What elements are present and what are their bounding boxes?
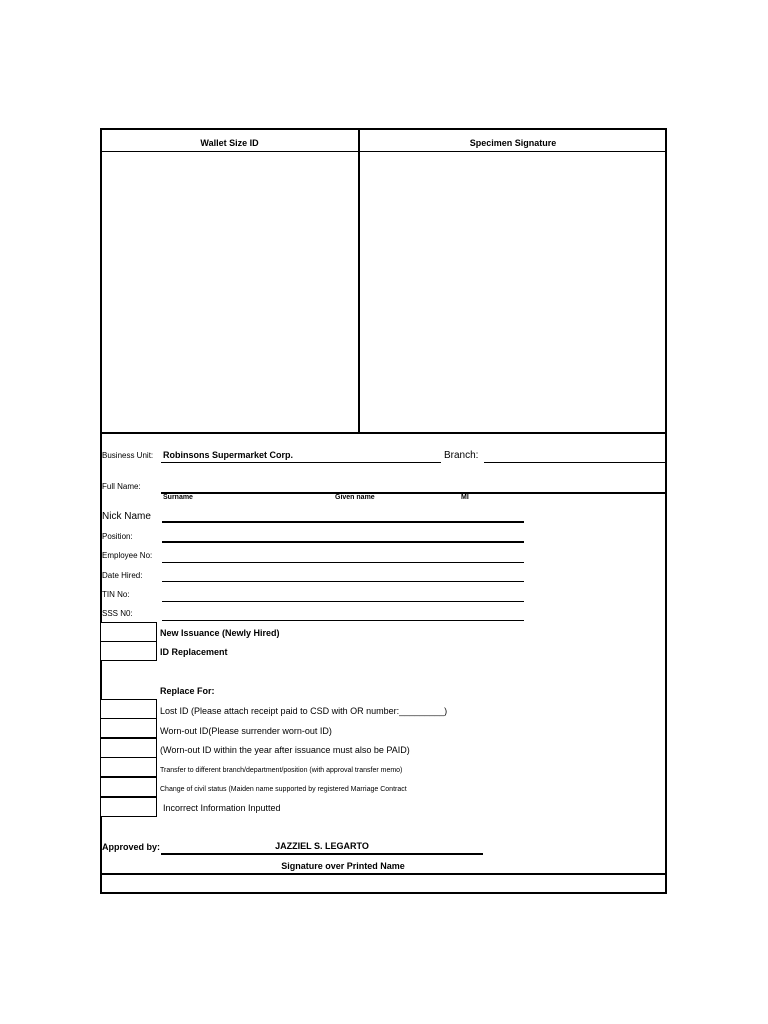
worn-out-checkbox[interactable]: [100, 718, 157, 738]
nick-name-label: Nick Name: [102, 511, 151, 522]
id-replacement-checkbox[interactable]: [100, 641, 157, 661]
business-unit-label: Business Unit:: [102, 451, 154, 460]
given-name-caption: Given name: [335, 494, 375, 501]
approved-by-label: Approved by:: [102, 842, 161, 852]
mi-caption: MI: [461, 494, 469, 501]
transfer-label: Transfer to different branch/department/position (with approval transfer memo): [160, 767, 403, 774]
id-replacement-label: ID Replacement: [160, 647, 228, 657]
tin-no-field[interactable]: [162, 587, 524, 601]
nick-name-field[interactable]: [162, 508, 524, 522]
sss-no-field[interactable]: [162, 606, 524, 620]
worn-out-label: Worn-out ID(Please surrender worn-out ID): [160, 726, 332, 736]
new-issuance-label: New Issuance (Newly Hired): [160, 628, 280, 638]
transfer-checkbox[interactable]: [100, 757, 157, 777]
employee-no-line: [162, 562, 524, 563]
worn-out-year-label: (Worn-out ID within the year after issuance must also be PAID): [160, 745, 410, 755]
date-hired-line: [162, 581, 524, 582]
civil-status-label: Change of civil status (Maiden name supported by registered Marriage Contract: [160, 786, 407, 793]
header-divider-vertical: [358, 129, 360, 433]
photo-section-bottom-line: [101, 432, 666, 434]
signature-caption: Signature over Printed Name: [281, 861, 405, 871]
approver-signature-line: [161, 853, 483, 855]
branch-label: Branch:: [444, 450, 479, 461]
position-line: [162, 541, 524, 543]
business-unit-value: Robinsons Supermarket Corp.: [163, 450, 294, 460]
date-hired-field[interactable]: [162, 567, 524, 581]
replace-for-heading: Replace For:: [160, 686, 215, 696]
lost-id-checkbox[interactable]: [100, 699, 157, 719]
business-unit-line: [161, 462, 441, 463]
full-name-label: Full Name:: [102, 482, 141, 491]
footer-blank-row[interactable]: [102, 876, 665, 892]
new-issuance-checkbox[interactable]: [100, 622, 157, 642]
approver-name: JAZZIEL S. LEGARTO: [275, 841, 369, 851]
specimen-signature-area[interactable]: [361, 153, 665, 432]
sss-no-line: [162, 620, 524, 621]
header-row-bottom-line: [101, 151, 666, 152]
tin-no-label: TIN No:: [102, 590, 130, 599]
full-name-field[interactable]: [161, 476, 665, 492]
full-name-line: [161, 492, 666, 494]
branch-field[interactable]: [484, 448, 665, 462]
position-field[interactable]: [162, 528, 524, 542]
surname-caption: Surname: [163, 494, 193, 501]
worn-out-year-checkbox[interactable]: [100, 738, 157, 758]
branch-line: [484, 462, 665, 463]
wallet-id-heading: Wallet Size ID: [200, 138, 259, 148]
employee-no-field[interactable]: [162, 548, 524, 562]
employee-no-label: Employee No:: [102, 551, 153, 560]
nick-name-line: [162, 521, 524, 523]
tin-no-line: [162, 601, 524, 602]
wallet-id-photo-area[interactable]: [102, 153, 357, 432]
incorrect-info-checkbox[interactable]: [100, 797, 157, 817]
date-hired-label: Date Hired:: [102, 571, 143, 580]
footer-divider-line: [101, 873, 666, 875]
incorrect-info-label: Incorrect Information Inputted: [163, 803, 281, 813]
position-label: Position:: [102, 532, 133, 541]
civil-status-checkbox[interactable]: [100, 777, 157, 797]
lost-id-label: Lost ID (Please attach receipt paid to CSD with OR number:_________): [160, 706, 448, 716]
sss-no-label: SSS N0:: [102, 609, 133, 618]
signature-heading: Specimen Signature: [469, 138, 557, 148]
